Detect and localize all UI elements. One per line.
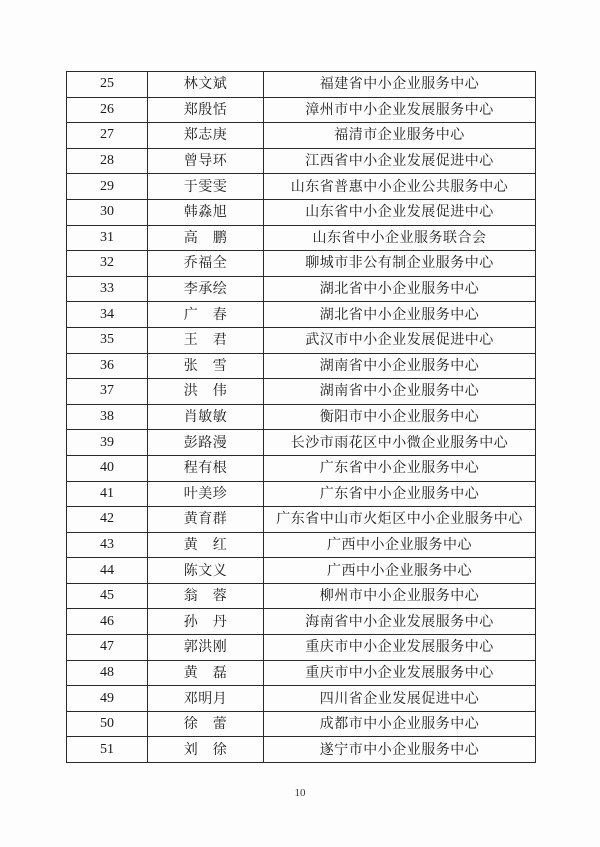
row-number-cell: 45	[67, 583, 148, 609]
table-row	[67, 123, 536, 149]
name-cell: 郭洪刚	[148, 635, 264, 661]
row-number-cell: 49	[67, 686, 148, 712]
row-number-cell: 25	[67, 72, 148, 98]
row-number-cell: 38	[67, 404, 148, 430]
table-row	[67, 353, 536, 379]
organization-cell: 遂宁市中小企业服务中心	[264, 737, 536, 763]
name-cell: 孙 丹	[148, 609, 264, 635]
organization-cell: 长沙市雨花区中小微企业服务中心	[264, 430, 536, 456]
table-row	[67, 302, 536, 328]
organization-cell: 衡阳市中小企业服务中心	[264, 404, 536, 430]
organization-cell: 湖南省中小企业服务中心	[264, 379, 536, 405]
name-cell: 王 君	[148, 327, 264, 353]
row-number-cell: 27	[67, 123, 148, 149]
organization-cell: 湖北省中小企业服务中心	[264, 302, 536, 328]
organization-cell: 四川省企业发展促进中心	[264, 686, 536, 712]
row-number-cell: 50	[67, 711, 148, 737]
table-row	[67, 481, 536, 507]
row-number-cell: 39	[67, 430, 148, 456]
table-row	[67, 148, 536, 174]
organization-cell: 广东省中小企业服务中心	[264, 481, 536, 507]
name-cell: 林文斌	[148, 72, 264, 98]
organization-cell: 重庆市中小企业发展服务中心	[264, 660, 536, 686]
table-row	[67, 737, 536, 763]
row-number-cell: 51	[67, 737, 148, 763]
row-number-cell: 41	[67, 481, 148, 507]
organization-cell: 福清市企业服务中心	[264, 123, 536, 149]
name-cell: 彭路漫	[148, 430, 264, 456]
name-cell: 邓明月	[148, 686, 264, 712]
row-number-cell: 28	[67, 148, 148, 174]
table-row	[67, 251, 536, 277]
row-number-cell: 47	[67, 635, 148, 661]
name-cell: 陈文义	[148, 558, 264, 584]
organization-cell: 漳州市中小企业发展服务中心	[264, 97, 536, 123]
organization-cell: 湖南省中小企业服务中心	[264, 353, 536, 379]
row-number-cell: 44	[67, 558, 148, 584]
roster-table-body	[67, 72, 536, 763]
organization-cell: 江西省中小企业发展促进中心	[264, 148, 536, 174]
table-row	[67, 404, 536, 430]
table-row	[67, 583, 536, 609]
organization-cell: 山东省普惠中小企业公共服务中心	[264, 174, 536, 200]
table-row	[67, 199, 536, 225]
table-row	[67, 558, 536, 584]
row-number-cell: 29	[67, 174, 148, 200]
row-number-cell: 36	[67, 353, 148, 379]
row-number-cell: 35	[67, 327, 148, 353]
organization-cell: 广东省中小企业服务中心	[264, 455, 536, 481]
table-row	[67, 225, 536, 251]
organization-cell: 海南省中小企业发展服务中心	[264, 609, 536, 635]
row-number-cell: 40	[67, 455, 148, 481]
name-cell: 韩淼旭	[148, 199, 264, 225]
name-cell: 洪 伟	[148, 379, 264, 405]
name-cell: 翁 蓉	[148, 583, 264, 609]
name-cell: 张 雪	[148, 353, 264, 379]
table-row	[67, 455, 536, 481]
table-row	[67, 635, 536, 661]
row-number-cell: 46	[67, 609, 148, 635]
organization-cell: 武汉市中小企业发展促进中心	[264, 327, 536, 353]
name-cell: 黄 红	[148, 532, 264, 558]
table-row	[67, 686, 536, 712]
row-number-cell: 26	[67, 97, 148, 123]
table-row	[67, 276, 536, 302]
organization-cell: 重庆市中小企业发展服务中心	[264, 635, 536, 661]
row-number-cell: 37	[67, 379, 148, 405]
name-cell: 乔福全	[148, 251, 264, 277]
name-cell: 郑殷恬	[148, 97, 264, 123]
name-cell: 黄育群	[148, 507, 264, 533]
table-row	[67, 711, 536, 737]
name-cell: 李承绘	[148, 276, 264, 302]
organization-cell: 福建省中小企业服务中心	[264, 72, 536, 98]
row-number-cell: 34	[67, 302, 148, 328]
organization-cell: 广东省中山市火炬区中小企业服务中心	[264, 507, 536, 533]
row-number-cell: 42	[67, 507, 148, 533]
roster-table	[66, 71, 536, 763]
organization-cell: 广西中小企业服务中心	[264, 532, 536, 558]
table-row	[67, 72, 536, 98]
table-row	[67, 532, 536, 558]
row-number-cell: 48	[67, 660, 148, 686]
organization-cell: 聊城市非公有制企业服务中心	[264, 251, 536, 277]
name-cell: 于雯雯	[148, 174, 264, 200]
table-row	[67, 430, 536, 456]
name-cell: 郑志庚	[148, 123, 264, 149]
organization-cell: 山东省中小企业发展促进中心	[264, 199, 536, 225]
organization-cell: 湖北省中小企业服务中心	[264, 276, 536, 302]
organization-cell: 柳州市中小企业服务中心	[264, 583, 536, 609]
name-cell: 广 春	[148, 302, 264, 328]
row-number-cell: 30	[67, 199, 148, 225]
organization-cell: 成都市中小企业服务中心	[264, 711, 536, 737]
table-row	[67, 507, 536, 533]
organization-cell: 山东省中小企业服务联合会	[264, 225, 536, 251]
name-cell: 肖敏敏	[148, 404, 264, 430]
table-row	[67, 379, 536, 405]
name-cell: 刘 徐	[148, 737, 264, 763]
page-number: 10	[294, 787, 306, 799]
table-row	[67, 327, 536, 353]
table-row	[67, 174, 536, 200]
name-cell: 程有根	[148, 455, 264, 481]
name-cell: 曾导环	[148, 148, 264, 174]
name-cell: 徐 蕾	[148, 711, 264, 737]
row-number-cell: 32	[67, 251, 148, 277]
row-number-cell: 33	[67, 276, 148, 302]
table-row	[67, 609, 536, 635]
name-cell: 黄 磊	[148, 660, 264, 686]
name-cell: 叶美珍	[148, 481, 264, 507]
row-number-cell: 31	[67, 225, 148, 251]
row-number-cell: 43	[67, 532, 148, 558]
organization-cell: 广西中小企业服务中心	[264, 558, 536, 584]
table-row	[67, 660, 536, 686]
table-row	[67, 97, 536, 123]
name-cell: 高 鹏	[148, 225, 264, 251]
